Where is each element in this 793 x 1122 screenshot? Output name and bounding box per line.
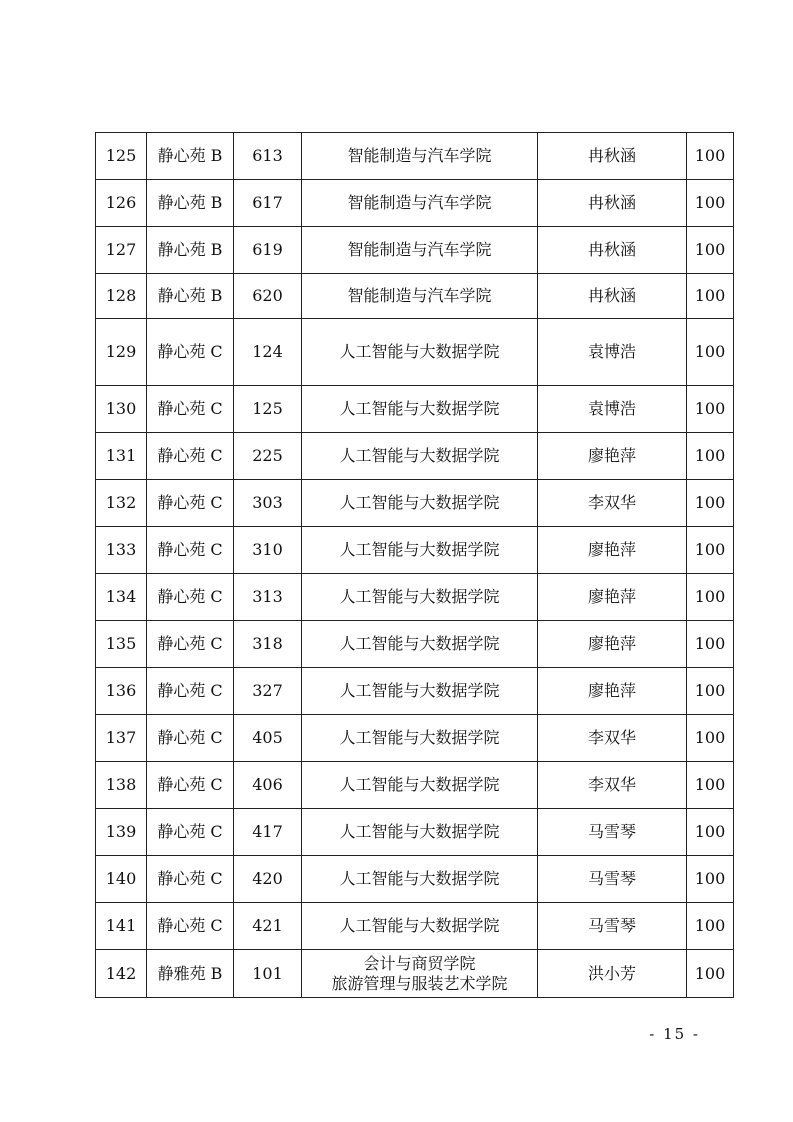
table-row: [96, 527, 734, 574]
room-cell: 225: [234, 433, 302, 480]
room-cell: 124: [234, 319, 302, 386]
manager-cell: 冉秋涵: [538, 180, 687, 227]
building-cell: 静心苑 C: [147, 715, 234, 762]
score-cell: 100: [687, 319, 734, 386]
table-row: [96, 180, 734, 227]
college-cell: [302, 133, 538, 180]
college-name: 人工智能与大数据学院: [339, 775, 500, 794]
score-cell: 100: [687, 950, 734, 998]
college-name: 人工智能与大数据学院: [339, 869, 500, 888]
score-cell: 100: [687, 715, 734, 762]
score-cell: 100: [687, 386, 734, 433]
manager-cell: 廖艳萍: [538, 527, 687, 574]
college-cell: [302, 527, 538, 574]
manager-cell: 洪小芳: [538, 950, 687, 998]
college-cell: [302, 574, 538, 621]
score-cell: 100: [687, 227, 734, 274]
room-cell: 420: [234, 856, 302, 903]
score-cell: 100: [687, 668, 734, 715]
college-cell: [302, 668, 538, 715]
college-name: 人工智能与大数据学院: [339, 728, 500, 747]
row-number-cell: 133: [96, 527, 147, 574]
row-number-cell: 141: [96, 903, 147, 950]
college-name: 人工智能与大数据学院: [339, 634, 500, 653]
building-cell: 静心苑 C: [147, 433, 234, 480]
score-cell: 100: [687, 574, 734, 621]
manager-cell: 冉秋涵: [538, 133, 687, 180]
college-name: 人工智能与大数据学院: [339, 540, 500, 559]
row-number-cell: 142: [96, 950, 147, 998]
row-number-cell: 125: [96, 133, 147, 180]
table-row: [96, 319, 734, 386]
manager-cell: 冉秋涵: [538, 274, 687, 319]
college-name: 人工智能与大数据学院: [339, 342, 500, 361]
score-cell: 100: [687, 762, 734, 809]
row-number-cell: 132: [96, 480, 147, 527]
college-name: 人工智能与大数据学院: [339, 681, 500, 700]
room-cell: 327: [234, 668, 302, 715]
manager-cell: 冉秋涵: [538, 227, 687, 274]
building-cell: 静心苑 C: [147, 319, 234, 386]
score-cell: 100: [687, 180, 734, 227]
college-cell: [302, 950, 538, 998]
manager-cell: 马雪琴: [538, 809, 687, 856]
college-cell: [302, 762, 538, 809]
row-number-cell: 127: [96, 227, 147, 274]
manager-cell: 廖艳萍: [538, 574, 687, 621]
college-name: 智能制造与汽车学院: [347, 240, 492, 259]
college-name: 智能制造与汽车学院: [347, 193, 492, 212]
room-cell: 620: [234, 274, 302, 319]
row-number-cell: 135: [96, 621, 147, 668]
college-cell: [302, 180, 538, 227]
building-cell: 静心苑 B: [147, 180, 234, 227]
building-cell: 静心苑 C: [147, 762, 234, 809]
table-row: [96, 903, 734, 950]
table-row: [96, 715, 734, 762]
building-cell: 静心苑 B: [147, 274, 234, 319]
college-cell: [302, 274, 538, 319]
building-cell: 静心苑 C: [147, 480, 234, 527]
score-cell: 100: [687, 274, 734, 319]
building-cell: 静心苑 C: [147, 668, 234, 715]
table-row: [96, 809, 734, 856]
college-cell: [302, 715, 538, 762]
table-row: [96, 856, 734, 903]
college-name: 人工智能与大数据学院: [339, 493, 500, 512]
building-cell: 静心苑 C: [147, 574, 234, 621]
manager-cell: 袁博浩: [538, 386, 687, 433]
college-name: 会计与商贸学院: [363, 953, 476, 973]
row-number-cell: 129: [96, 319, 147, 386]
row-number-cell: 136: [96, 668, 147, 715]
table-row: [96, 762, 734, 809]
manager-cell: 廖艳萍: [538, 668, 687, 715]
manager-cell: 李双华: [538, 762, 687, 809]
room-cell: 613: [234, 133, 302, 180]
row-number-cell: 139: [96, 809, 147, 856]
row-number-cell: 130: [96, 386, 147, 433]
college-cell: [302, 480, 538, 527]
score-cell: 100: [687, 480, 734, 527]
row-number-cell: 128: [96, 274, 147, 319]
college-cell: [302, 433, 538, 480]
college-cell: [302, 227, 538, 274]
table-row: [96, 480, 734, 527]
manager-cell: 马雪琴: [538, 856, 687, 903]
table-row: [96, 386, 734, 433]
college-name: 旅游管理与服装艺术学院: [331, 973, 508, 993]
manager-cell: 廖艳萍: [538, 621, 687, 668]
college-name: 人工智能与大数据学院: [339, 587, 500, 606]
room-cell: 406: [234, 762, 302, 809]
score-cell: 100: [687, 809, 734, 856]
college-name: 人工智能与大数据学院: [339, 446, 500, 465]
college-name: 智能制造与汽车学院: [347, 286, 492, 305]
room-cell: 417: [234, 809, 302, 856]
table-row: [96, 133, 734, 180]
table-row: [96, 574, 734, 621]
score-cell: 100: [687, 133, 734, 180]
room-cell: 313: [234, 574, 302, 621]
table-row: [96, 433, 734, 480]
row-number-cell: 126: [96, 180, 147, 227]
row-number-cell: 138: [96, 762, 147, 809]
building-cell: 静心苑 B: [147, 133, 234, 180]
score-cell: 100: [687, 856, 734, 903]
table-body: [96, 133, 734, 998]
room-cell: 318: [234, 621, 302, 668]
building-cell: 静心苑 C: [147, 856, 234, 903]
row-number-cell: 137: [96, 715, 147, 762]
building-cell: 静心苑 C: [147, 903, 234, 950]
manager-cell: 李双华: [538, 480, 687, 527]
building-cell: 静心苑 C: [147, 527, 234, 574]
college-cell: [302, 856, 538, 903]
building-cell: 静心苑 C: [147, 386, 234, 433]
college-name: 人工智能与大数据学院: [339, 916, 500, 935]
room-cell: 101: [234, 950, 302, 998]
building-cell: 静心苑 C: [147, 809, 234, 856]
room-cell: 619: [234, 227, 302, 274]
score-cell: 100: [687, 527, 734, 574]
college-cell: [302, 621, 538, 668]
room-cell: 421: [234, 903, 302, 950]
room-cell: 617: [234, 180, 302, 227]
row-number-cell: 134: [96, 574, 147, 621]
college-name: 人工智能与大数据学院: [339, 399, 500, 418]
college-cell: [302, 809, 538, 856]
score-cell: 100: [687, 621, 734, 668]
row-number-cell: 131: [96, 433, 147, 480]
building-cell: 静雅苑 B: [147, 950, 234, 998]
building-cell: 静心苑 C: [147, 621, 234, 668]
room-cell: 405: [234, 715, 302, 762]
table-row: [96, 668, 734, 715]
page-number: - 15 -: [649, 1025, 700, 1043]
dorm-score-table: [95, 132, 734, 998]
college-name: 人工智能与大数据学院: [339, 822, 500, 841]
manager-cell: 李双华: [538, 715, 687, 762]
manager-cell: 袁博浩: [538, 319, 687, 386]
college-cell: [302, 903, 538, 950]
building-cell: 静心苑 B: [147, 227, 234, 274]
table-row: [96, 950, 734, 998]
table-row: [96, 227, 734, 274]
college-name: 智能制造与汽车学院: [347, 146, 492, 165]
room-cell: 303: [234, 480, 302, 527]
score-cell: 100: [687, 433, 734, 480]
college-cell: [302, 386, 538, 433]
table-row: [96, 274, 734, 319]
row-number-cell: 140: [96, 856, 147, 903]
manager-cell: 廖艳萍: [538, 433, 687, 480]
room-cell: 310: [234, 527, 302, 574]
manager-cell: 马雪琴: [538, 903, 687, 950]
score-cell: 100: [687, 903, 734, 950]
table-row: [96, 621, 734, 668]
room-cell: 125: [234, 386, 302, 433]
college-cell: [302, 319, 538, 386]
